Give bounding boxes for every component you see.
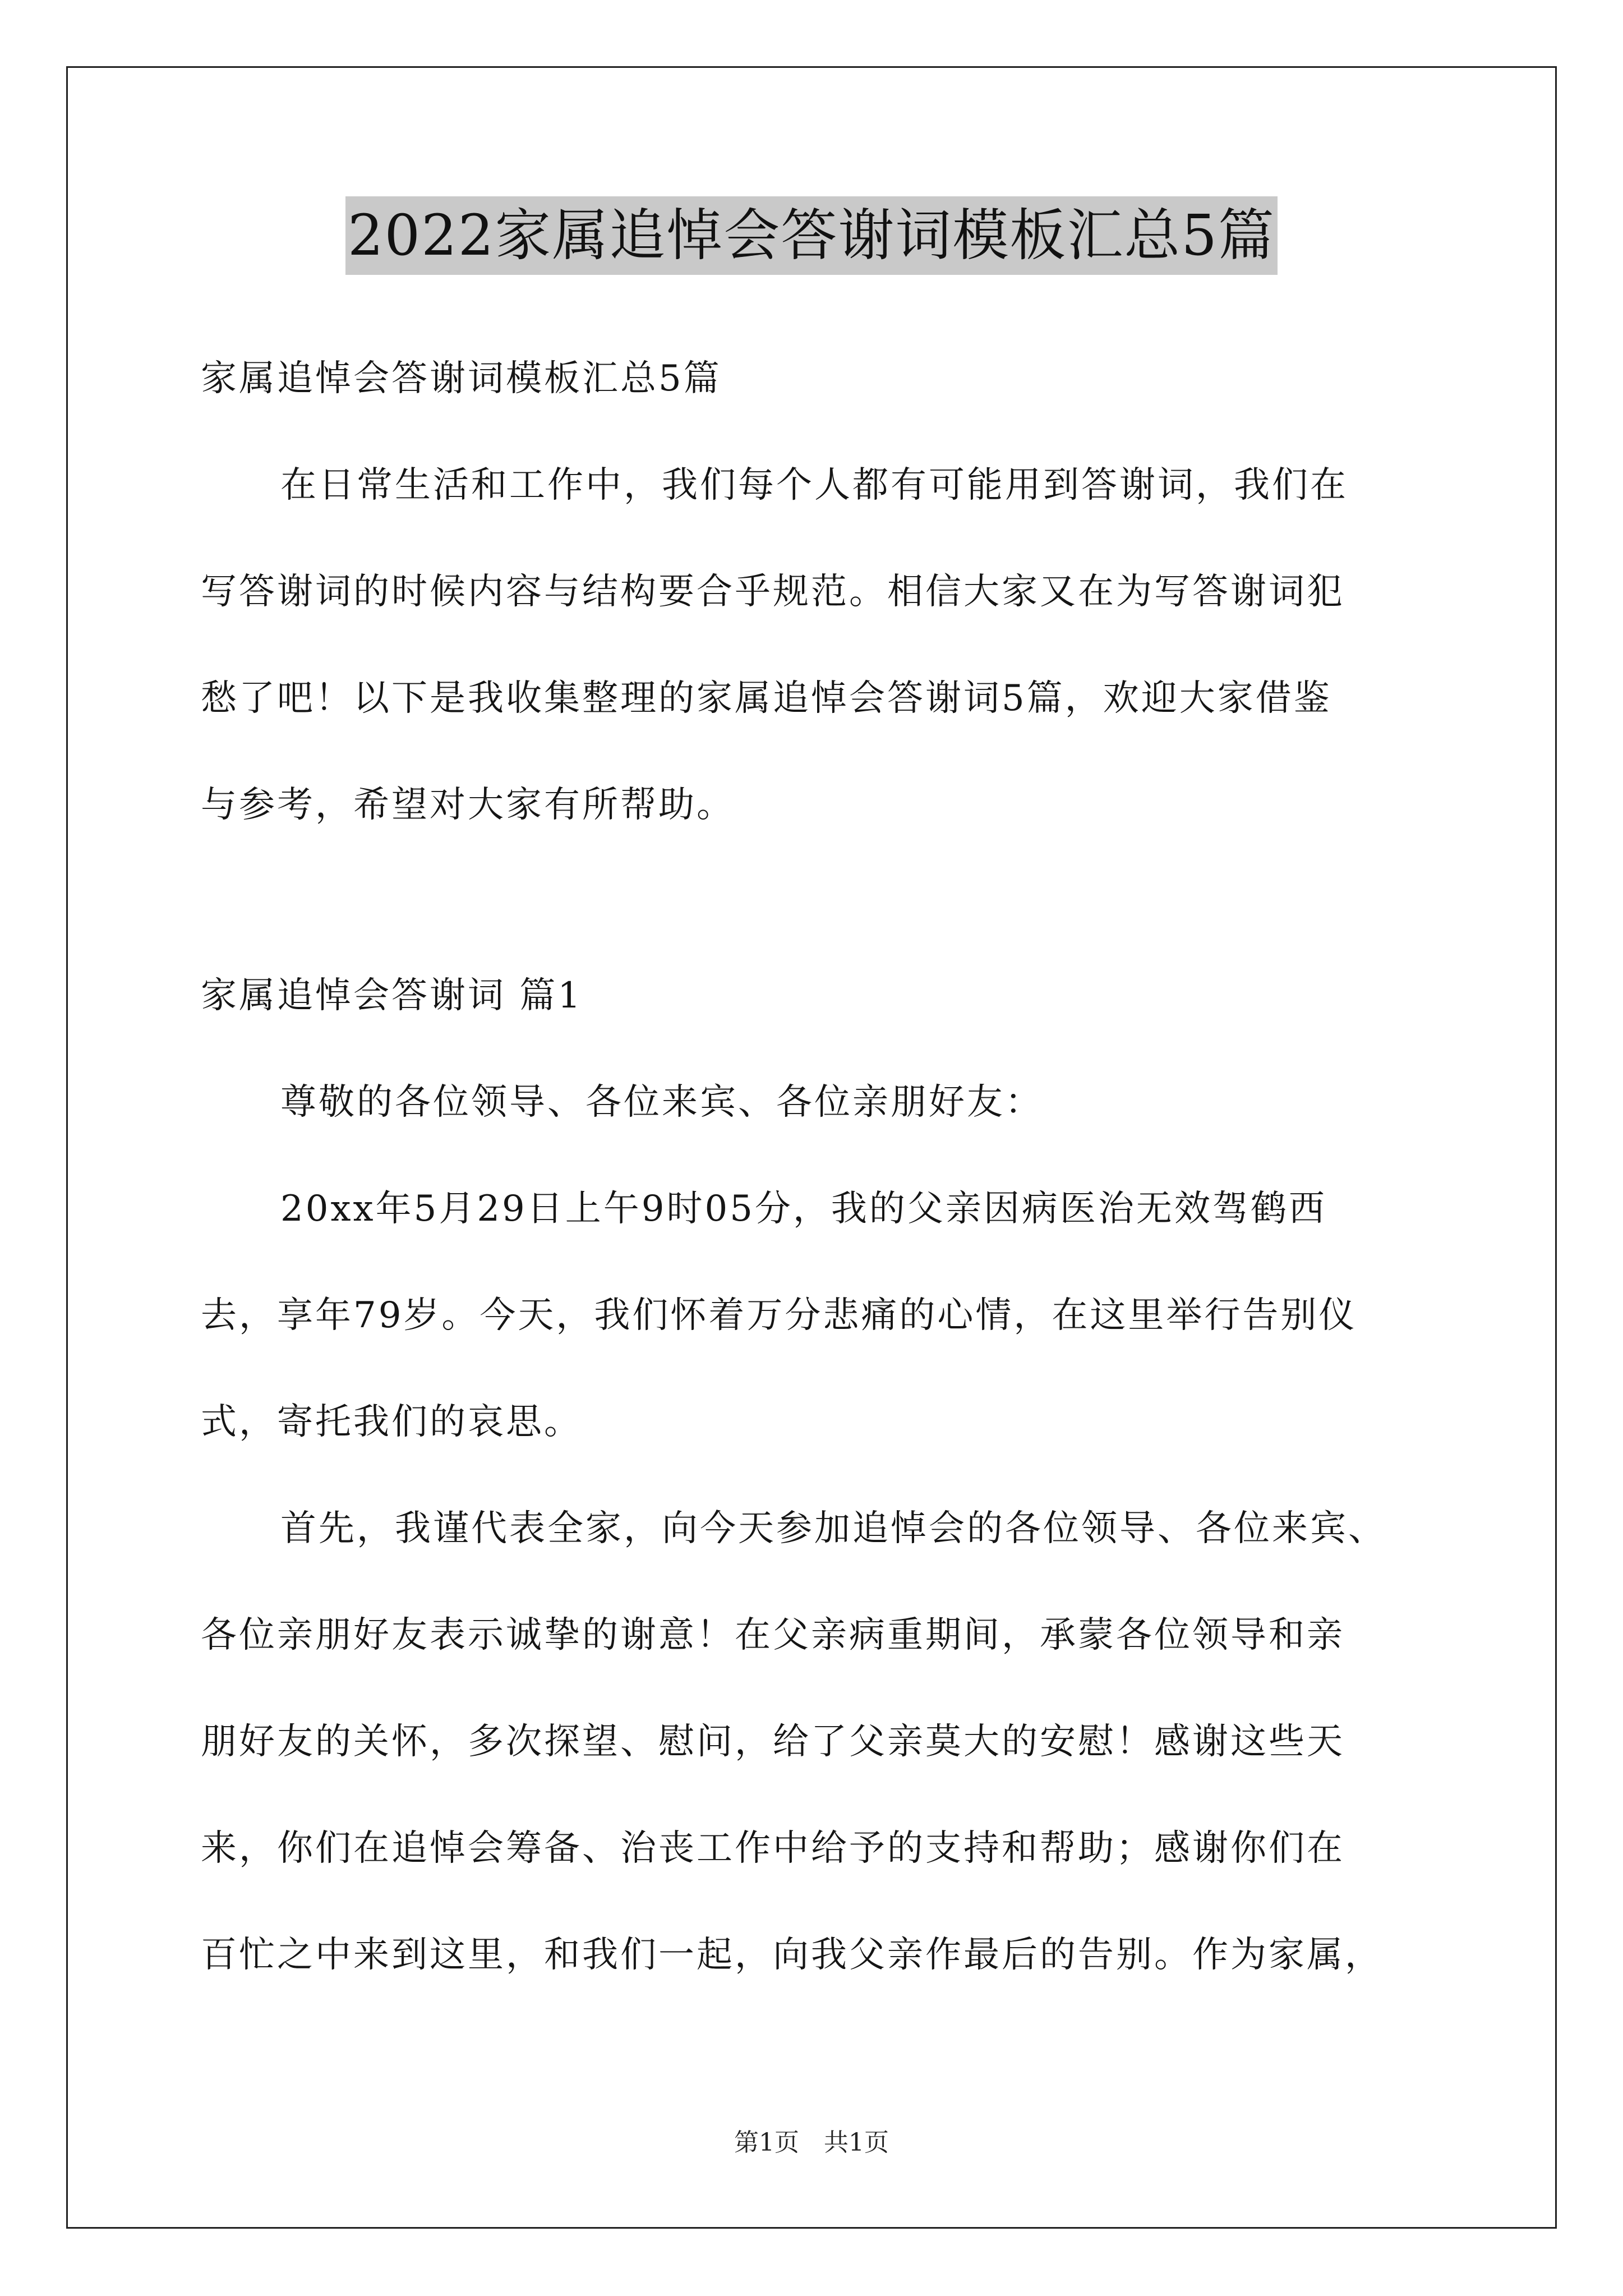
paragraph-line: 来，你们在追悼会筹备、治丧工作中给予的支持和帮助；感谢你们在 [201, 1828, 1345, 1869]
paragraph-line: 去，享年79岁。今天，我们怀着万分悲痛的心情，在这里举行告别仪 [201, 1295, 1357, 1336]
paragraph-line: 20xx年5月29日上午9时05分，我的父亲因病医治无效驾鹤西 [280, 1188, 1327, 1230]
title-container [0, 196, 1623, 275]
document-title: 2022家属追悼会答谢词模板汇总5篇 [345, 196, 1278, 275]
paragraph-line: 式，寄托我们的哀思。 [201, 1401, 582, 1443]
intro-line: 在日常生活和工作中，我们每个人都有可能用到答谢词，我们在 [280, 464, 1348, 506]
paragraph-line: 首先，我谨代表全家，向今天参加追悼会的各位领导、各位来宾、 [280, 1508, 1386, 1549]
document-subtitle: 家属追悼会答谢词模板汇总5篇 [201, 358, 722, 399]
intro-line: 与参考，希望对大家有所帮助。 [201, 784, 735, 826]
section-heading: 家属追悼会答谢词 篇1 [201, 975, 583, 1016]
intro-line: 愁了吧！以下是我收集整理的家属追悼会答谢词5篇，欢迎大家借鉴 [201, 678, 1332, 719]
paragraph-line: 朋好友的关怀，多次探望、慰问，给了父亲莫大的安慰！感谢这些天 [201, 1721, 1345, 1763]
paragraph-line: 百忙之中来到这里，和我们一起，向我父亲作最后的告别。作为家属， [201, 1934, 1383, 1976]
page-number-footer: 第1页 共1页 [734, 2128, 889, 2157]
intro-line: 写答谢词的时候内容与结构要合乎规范。相信大家又在为写答谢词犯 [201, 571, 1345, 613]
paragraph-line: 各位亲朋好友表示诚挚的谢意！在父亲病重期间，承蒙各位领导和亲 [201, 1614, 1345, 1656]
salutation: 尊敬的各位领导、各位来宾、各位亲朋好友： [280, 1082, 1043, 1123]
